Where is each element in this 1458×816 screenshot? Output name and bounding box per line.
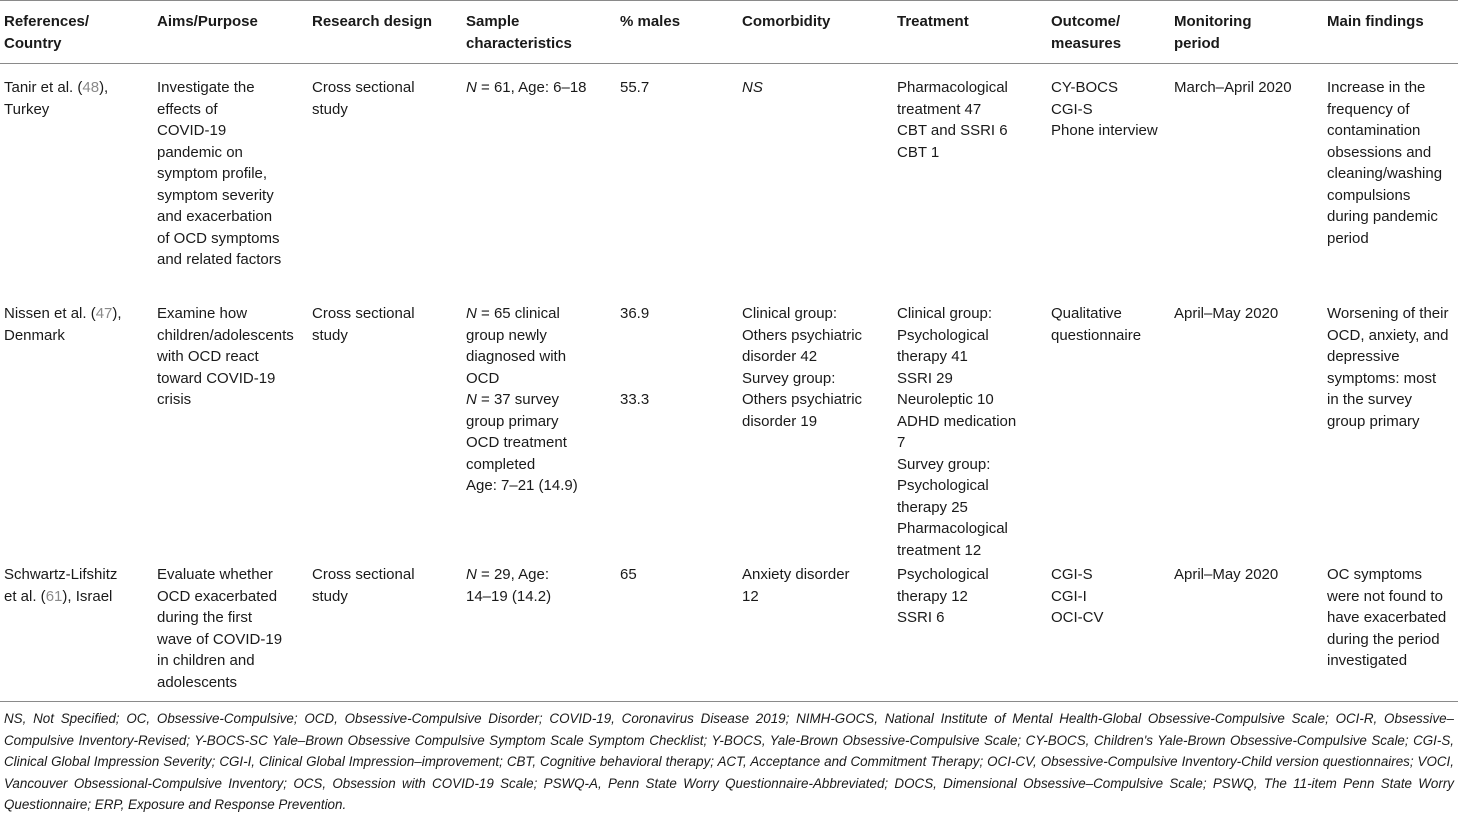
cell-males-secondary: 33.3 [620,391,650,408]
reference-text: Tanir et al. ( [4,79,83,96]
table-header-rule [0,63,1458,64]
cell-treatment: Psychological therapy 12 SSRI 6 [897,566,989,626]
sample-n-symbol: N [466,391,477,408]
cell-design: Cross sectional study [312,79,415,118]
reference-country: ), Denmark [4,305,122,344]
table-top-rule [0,0,1458,1]
header-monitoring: Monitoring period [1174,13,1252,52]
header-males: % males [620,13,681,30]
header-design: Research design [312,13,433,30]
cell-monitoring: April–May 2020 [1174,566,1279,583]
cell-findings: Worsening of their OCD, anxiety, and depressive symptoms: most in the survey group primary [1327,305,1449,430]
sample-text: = 37 survey group primary OCD treatment completed Age: 7–21 (14.9) [466,391,578,494]
cell-outcome: Qualitative questionnaire [1051,305,1142,344]
cell-aims: Investigate the effects of COVID-19 pandemic on symptom profile, symptom severity and exacerbation of OCD symptoms and related factors [157,79,282,268]
reference-link[interactable]: 48 [82,79,100,96]
header-outcome: Outcome/ measures [1051,13,1122,52]
cell-males: 36.9 [620,305,650,322]
header-treatment: Treatment [897,13,969,30]
sample-text: = 61, Age: 6–18 [476,79,587,96]
sample-text: = 29, Age: 14–19 (14.2) [466,566,552,605]
cell-outcome: CGI-S CGI-I OCI-CV [1051,566,1104,626]
reference-link[interactable]: 47 [95,305,113,322]
cell-comorbidity: Clinical group: Others psychiatric disorder 42 Survey group: Others psychiatric disorder 19 [742,305,863,430]
cell-sample [466,303,616,389]
cell-reference [4,303,152,346]
cell-design: Cross sectional study [312,566,415,605]
cell-aims: Evaluate whether OCD exacerbated during the first wave of COVID-19 in children and adolescents [157,566,283,691]
cell-comorbidity: NS [742,79,763,96]
cell-males: 55.7 [620,79,650,96]
cell-outcome: CY-BOCS CGI-S Phone interview [1051,79,1158,139]
reference-text: Schwartz-Lifshitz et al. ( [4,566,118,605]
header-comorbidity: Comorbidity [742,13,831,30]
reference-text: Nissen et al. ( [4,305,96,322]
table-bottom-rule [0,701,1458,702]
sample-n-symbol: N [466,566,477,583]
header-references: References/ Country [4,13,90,52]
header-aims: Aims/Purpose [157,13,258,30]
cell-aims: Examine how children/adolescents with OCD react toward COVID-19 crisis [157,305,294,408]
sample-n-symbol: N [466,79,477,96]
cell-monitoring: April–May 2020 [1174,305,1279,322]
sample-n-symbol: N [466,305,477,322]
reference-link[interactable]: 61 [45,587,63,605]
cell-sample [466,564,616,607]
cell-treatment: Clinical group: Psychological therapy 41 SSRI 29 Neuroleptic 10 ADHD medication 7 Survey group: Psychological therapy 25 Pharmacological treatment 12 [897,305,1017,559]
cell-treatment: Pharmacological treatment 47 CBT and SSRI 6 CBT 1 [897,79,1008,161]
cell-sample [466,77,616,99]
reference-country: ), Turkey [4,79,109,118]
cell-monitoring: March–April 2020 [1174,79,1292,96]
header-findings: Main findings [1327,13,1424,30]
header-sample: Sample characteristics [466,13,572,52]
sample-text: = 65 clinical group newly diagnosed with OCD [466,305,567,387]
cell-reference [4,77,152,120]
cell-sample-secondary [466,389,616,497]
cell-findings: OC symptoms were not found to have exacerbated during the period investigated [1327,566,1447,669]
cell-comorbidity: Anxiety disorder 12 [742,566,850,605]
cell-design: Cross sectional study [312,305,415,344]
cell-males: 65 [620,566,637,583]
table-footnote: NS, Not Specified; OC, Obsessive-Compulsive; OCD, Obsessive-Compulsive Disorder; COVID-19, Coronavirus Disease 2019; NIMH-GOCS, National Institute of Mental Health-Global Obsessive-Compulsive Scale; OCI-R, Obsessive–Compulsive Inventory-Revised; Y-BOCS-SC Yale–Brown Obsessive Compulsive Symptom Scale Symptom Checklist; Y-BOCS, Yale-Brown Obsessive-Compulsive Scale; CY-BOCS, Children's Yale-Brown Obsessive-Compulsive Scale; CGI-S, Clinical Global Impression Severity; CGI-I, Clinical Global Impression–improvement; CBT, Cognitive behavioral therapy; ACT, Acceptance and Commitment Therapy; OCI-CV, Obsessive-Compulsive Inventory-Child version questionnaires; VOCI, Vancouver Obsessional-Compulsive Inventory; OCS, Obsession with COVID-19 Scale; PSWQ-A, Penn State Worry Questionnaire-Abbreviated; DOCS, Dimensional Obsessive–Compulsive Scale; PSWQ, The 11-item Penn State Worry Questionnaire; ERP, Exposure and Response Prevention. [4,711,1454,812]
cell-findings: Increase in the frequency of contamination obsessions and cleaning/washing compulsions during pandemic period [1327,79,1443,247]
cell-reference [4,564,152,607]
reference-country: ), Israel [62,587,113,605]
